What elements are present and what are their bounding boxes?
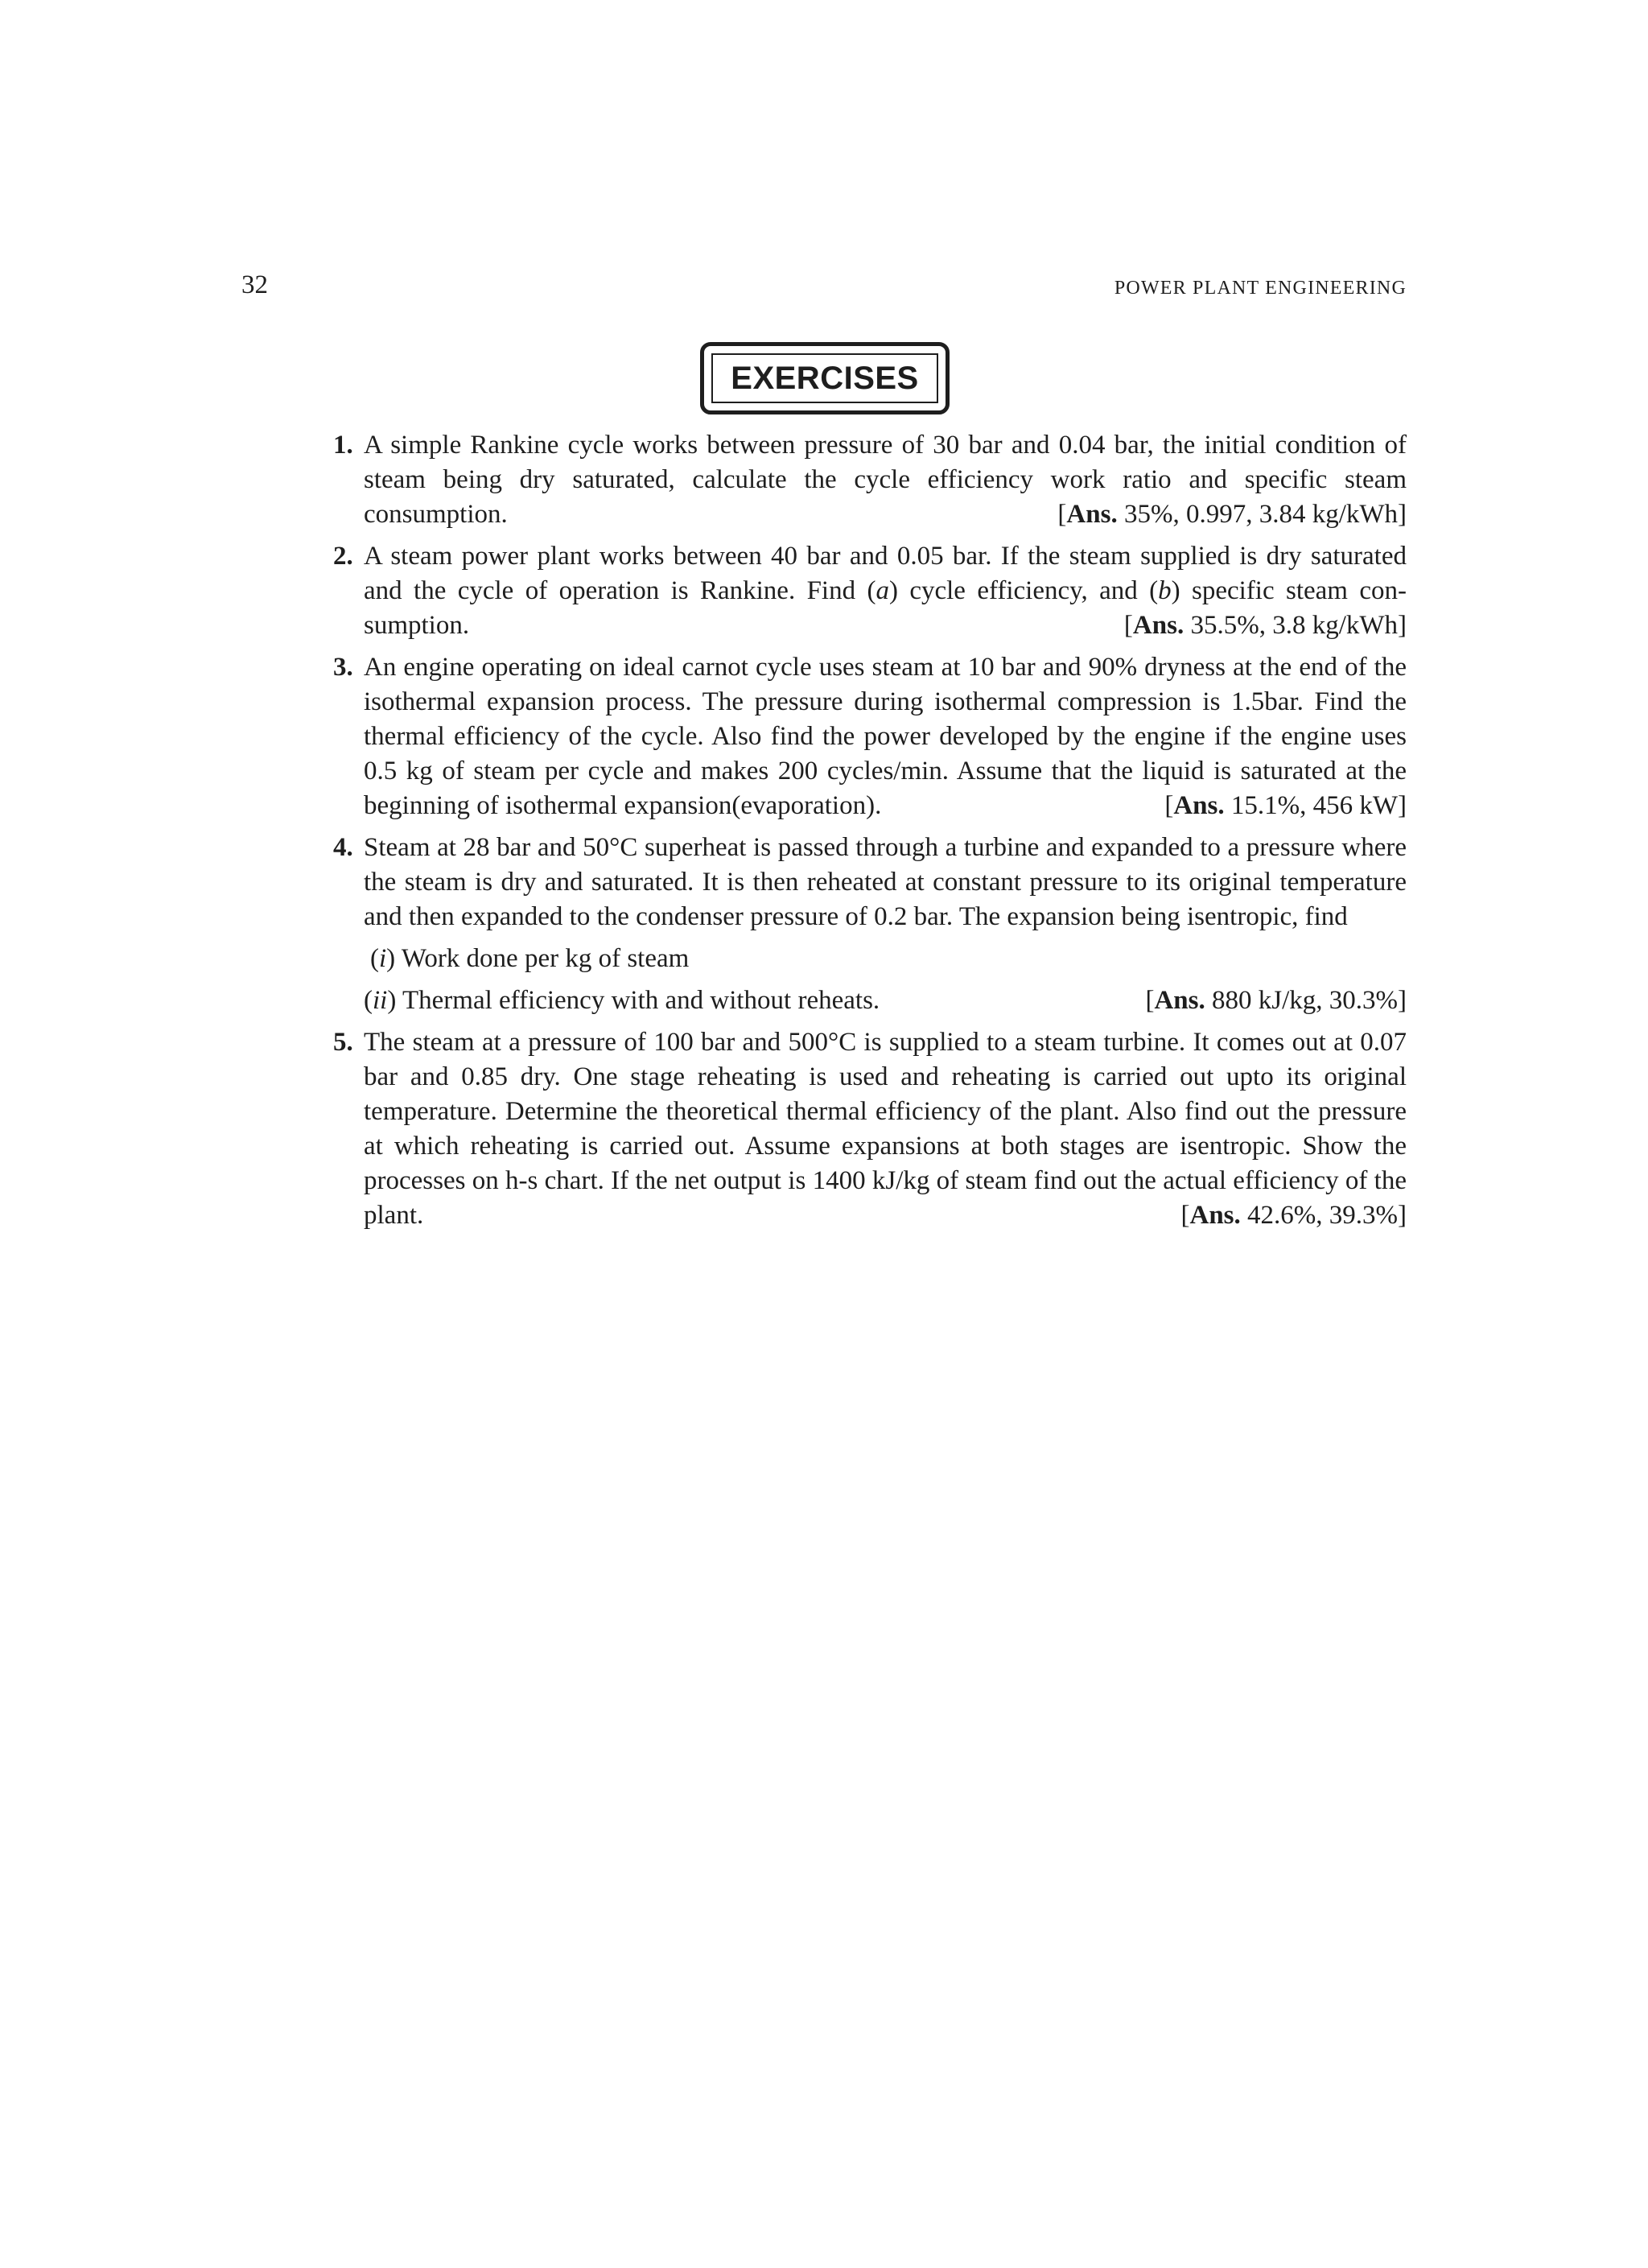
answer-label: Ans.: [1189, 1201, 1241, 1230]
page-number: 32: [241, 270, 268, 299]
exercise-body: A simple Rankine cycle works between pressure of 30 bar and 0.04 bar, the initial condition of steam being dry saturated, calculate the cycle efficiency work ratio and specific steam consumption.: [364, 431, 1407, 529]
exercise-text: [364, 428, 1407, 532]
answer: [1124, 608, 1407, 643]
answer-value: 35%, 0.997, 3.84 kg/kWh]: [1117, 500, 1407, 529]
exercise-body: An engine operating on ideal carnot cycle uses steam at 10 bar and 90% dryness at the end of the isothermal expansion process. The pressure during isothermal compression is 1.5bar. Find the thermal efficiency of the cycle. Also find the power developed by the engine if the engine uses 0.5 kg of steam per cycle and makes 200 cycles/min. Assume that the liquid is saturated at the beginning of isothermal expansion(evaporation).: [364, 653, 1407, 820]
subpart-paren: (: [364, 986, 373, 1015]
subpart-text: ) Work done per kg of steam: [386, 944, 690, 973]
subpart-paren: (: [370, 944, 379, 973]
exercise-italic: b: [1158, 576, 1172, 605]
answer-value: 42.6%, 39.3%]: [1240, 1201, 1407, 1230]
answer-bracket: [: [1123, 611, 1133, 640]
exercise-body: ) cycle efficiency, and (: [888, 576, 1159, 605]
answer-label: Ans.: [1066, 500, 1118, 529]
exercise-text: [364, 650, 1407, 823]
answer-label: Ans.: [1132, 611, 1184, 640]
section-title: EXERCISES: [711, 353, 938, 403]
answer: [1181, 1198, 1407, 1233]
exercise-body: ) specific steam consumption.: [364, 576, 1407, 640]
answer-value: 35.5%, 3.8 kg/kWh]: [1184, 611, 1407, 640]
exercise-item-1: [333, 428, 1407, 532]
answer-label: Ans.: [1154, 986, 1205, 1015]
answer: [1145, 983, 1407, 1018]
exercise-number: 3.: [333, 653, 353, 682]
exercise-item-2: [333, 539, 1407, 643]
running-head: POWER PLANT ENGINEERING: [1114, 278, 1407, 299]
exercise-italic: a: [876, 576, 889, 605]
answer-bracket: [: [1145, 986, 1155, 1015]
exercise-text: Steam at 28 bar and 50°C superheat is passed through a turbine and expanded to a pressure where the steam is dry and saturated. It is then reheated at constant pressure to its original temperature and then expanded to the condenser pressure of 0.2 bar. The expansion being isentropic, find: [364, 833, 1407, 931]
exercise-item-4: [333, 831, 1407, 1018]
exercise-number: 1.: [333, 431, 353, 460]
answer: [1057, 497, 1407, 532]
answer: [1164, 789, 1407, 823]
exercise-number: 2.: [333, 542, 353, 571]
answer-bracket: [: [1180, 1201, 1190, 1230]
exercise-list: [333, 428, 1407, 1240]
exercise-number: 5.: [333, 1028, 353, 1057]
exercise-subpart-i: [364, 942, 1407, 976]
answer-bracket: [: [1164, 791, 1174, 820]
exercise-text: [364, 539, 1407, 643]
answer-label: Ans.: [1173, 791, 1225, 820]
subpart-text: ) Thermal efficiency with and without reheats.: [387, 986, 880, 1015]
subpart-roman: ii: [373, 986, 388, 1015]
exercise-text: [364, 1025, 1407, 1233]
subpart-roman: i: [379, 944, 387, 973]
exercise-number: 4.: [333, 833, 353, 862]
exercise-subpart-ii: [364, 983, 1407, 1018]
exercise-item-5: [333, 1025, 1407, 1233]
answer-value: 15.1%, 456 kW]: [1224, 791, 1407, 820]
section-title-box: [700, 342, 950, 414]
exercise-item-3: [333, 650, 1407, 823]
exercise-body: A steam power plant works between 40 bar and 0.05 bar. If the steam supplied is dry saturated and the cycle of operation is Rankine. Find (: [364, 542, 1407, 605]
answer-bracket: [: [1057, 500, 1067, 529]
exercise-body: The steam at a pressure of 100 bar and 500°C is supplied to a steam turbine. It comes out at 0.07 bar and 0.85 dry. One stage reheating is used and reheating is carried out upto its original temperature. Determine the theoretical thermal efficiency of the plant. Also find out the pressure at which reheating is carried out. Assume expansions at both stages are isentropic. Show the processes on h-s chart. If the net output is 1400 kJ/kg of steam find out the actual efficiency of the plant.: [364, 1028, 1407, 1230]
answer-value: 880 kJ/kg, 30.3%]: [1205, 986, 1407, 1015]
